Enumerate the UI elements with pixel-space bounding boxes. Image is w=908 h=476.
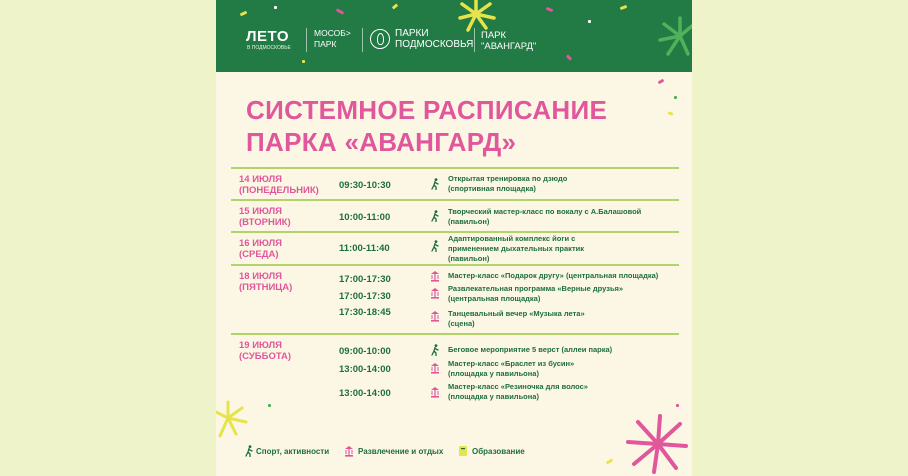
page-title-line1: СИСТЕМНОЕ РАСПИСАНИЕ bbox=[246, 95, 608, 125]
event-title: Творческий мастер-класс по вокалу с А.Балашовой bbox=[448, 207, 642, 216]
event-description bbox=[448, 382, 683, 402]
day-weekday-text: (ВТОРНИК) bbox=[239, 217, 291, 228]
event-location: (центральная площадка) bbox=[448, 294, 541, 303]
event-title-continued: применением дыхательных практик bbox=[448, 244, 584, 253]
event-time: 11:00-11:40 bbox=[339, 243, 390, 254]
row-divider bbox=[231, 167, 679, 169]
row-divider bbox=[231, 231, 679, 233]
running-person-icon bbox=[244, 445, 254, 457]
leto-logo-subtitle: В ПОДМОСКОВЬЕ bbox=[247, 45, 291, 51]
event-description bbox=[448, 309, 683, 329]
carousel-icon bbox=[430, 287, 440, 299]
parki-line1: ПАРКИ bbox=[395, 28, 429, 39]
mosobpark-line1: МОСОБ> bbox=[314, 28, 351, 38]
carousel-icon bbox=[430, 362, 440, 374]
header-bar bbox=[216, 0, 692, 72]
starburst-icon bbox=[620, 410, 692, 476]
confetti-piece bbox=[658, 79, 665, 85]
starburst-icon bbox=[216, 398, 248, 440]
event-location: (спортивная площадка) bbox=[448, 184, 536, 193]
confetti-piece bbox=[620, 5, 628, 10]
event-time: 10:00-11:00 bbox=[339, 212, 391, 223]
avangard-line1: ПАРК bbox=[481, 30, 507, 41]
row-divider bbox=[231, 264, 679, 266]
schedule-poster bbox=[216, 0, 692, 476]
confetti-piece bbox=[668, 111, 674, 116]
confetti-piece bbox=[546, 7, 554, 12]
event-title: Мастер-класс «Подарок другу» (центральная площадка) bbox=[448, 271, 659, 280]
avangard-line2: "АВАНГАРД" bbox=[481, 41, 537, 52]
starburst-icon bbox=[654, 14, 692, 58]
day-date bbox=[239, 206, 291, 228]
running-person-icon bbox=[430, 344, 440, 356]
event-title: Беговое мероприятие 5 верст (аллеи парка) bbox=[448, 345, 613, 354]
row-divider bbox=[231, 333, 679, 335]
event-location: (площадка у павильона) bbox=[448, 392, 539, 401]
legend-sport-label: Спорт, активности bbox=[256, 447, 330, 456]
carousel-icon bbox=[430, 386, 440, 398]
event-description bbox=[448, 207, 683, 227]
header-divider bbox=[306, 28, 307, 52]
legend-education-label: Образование bbox=[472, 447, 525, 456]
event-location: (площадка у павильона) bbox=[448, 369, 539, 378]
page-title bbox=[246, 94, 607, 158]
legend-leisure-label: Развлечение и отдых bbox=[358, 447, 444, 456]
tree-icon bbox=[370, 29, 390, 49]
event-time: 17:00-17:30 bbox=[339, 274, 391, 285]
day-weekday-text: (ПЯТНИЦА) bbox=[239, 282, 293, 293]
confetti-piece bbox=[676, 404, 679, 407]
event-title: Мастер-класс «Браслет из бусин» bbox=[448, 359, 575, 368]
event-location: (сцена) bbox=[448, 319, 475, 328]
running-person-icon bbox=[430, 240, 440, 252]
event-time: 13:00-14:00 bbox=[339, 364, 391, 375]
carousel-icon bbox=[430, 270, 440, 282]
event-title: Мастер-класс «Резиночка для волос» bbox=[448, 382, 588, 391]
day-date-text: 16 ИЮЛЯ bbox=[239, 238, 282, 249]
confetti-piece bbox=[268, 404, 271, 407]
parki-line2: ПОДМОСКОВЬЯ bbox=[395, 39, 474, 50]
page-title-line2: ПАРКА «АВАНГАРД» bbox=[246, 127, 517, 157]
day-weekday-text: (СРЕДА) bbox=[239, 249, 279, 260]
carousel-icon bbox=[430, 310, 440, 322]
event-description bbox=[448, 271, 683, 281]
confetti-piece bbox=[302, 60, 305, 63]
book-icon bbox=[458, 445, 468, 457]
mosobpark-logo bbox=[314, 28, 351, 50]
event-description bbox=[448, 284, 683, 304]
event-title: Открытая тренировка по дзюдо bbox=[448, 174, 568, 183]
day-date bbox=[239, 238, 282, 260]
confetti-piece bbox=[606, 458, 614, 464]
running-person-icon bbox=[430, 210, 440, 222]
event-description bbox=[448, 345, 683, 355]
leto-logo: ЛЕТО bbox=[246, 28, 289, 45]
event-description bbox=[448, 359, 683, 379]
confetti-piece bbox=[336, 8, 344, 15]
row-divider bbox=[231, 199, 679, 201]
event-location: (павильон) bbox=[448, 254, 490, 263]
event-time: 09:30-10:30 bbox=[339, 180, 391, 191]
confetti-piece bbox=[588, 20, 591, 23]
event-time: 13:00-14:00 bbox=[339, 388, 391, 399]
day-date-text: 14 ИЮЛЯ bbox=[239, 174, 282, 185]
header-divider bbox=[362, 28, 363, 52]
running-person-icon bbox=[430, 178, 440, 190]
event-time: 09:00-10:00 bbox=[339, 346, 391, 357]
event-description bbox=[448, 174, 683, 194]
day-date-text: 19 ИЮЛЯ bbox=[239, 340, 282, 351]
day-date-text: 18 ИЮЛЯ bbox=[239, 271, 282, 282]
day-date-text: 15 ИЮЛЯ bbox=[239, 206, 282, 217]
day-weekday-text: (ПОНЕДЕЛЬНИК) bbox=[239, 185, 319, 196]
day-weekday-text: (СУББОТА) bbox=[239, 351, 292, 362]
event-title: Адаптированный комплекс йоги с bbox=[448, 234, 576, 243]
carousel-icon bbox=[344, 445, 354, 457]
event-description bbox=[448, 234, 683, 264]
confetti-piece bbox=[674, 96, 677, 99]
event-time: 17:00-17:30 bbox=[339, 291, 391, 302]
confetti-piece bbox=[566, 54, 572, 60]
day-date bbox=[239, 271, 292, 293]
event-location: (павильон) bbox=[448, 217, 490, 226]
confetti-piece bbox=[240, 11, 248, 17]
mosobpark-line2: ПАРК bbox=[314, 39, 337, 49]
event-time: 17:30-18:45 bbox=[339, 307, 391, 318]
confetti-piece bbox=[392, 3, 399, 9]
day-date bbox=[239, 340, 291, 362]
day-date bbox=[239, 174, 319, 196]
event-title: Развлекательная программа «Верные друзья» bbox=[448, 284, 624, 293]
event-title: Танцевальный вечер «Музыка лета» bbox=[448, 309, 585, 318]
starburst-icon bbox=[446, 0, 506, 34]
confetti-piece bbox=[274, 6, 277, 9]
